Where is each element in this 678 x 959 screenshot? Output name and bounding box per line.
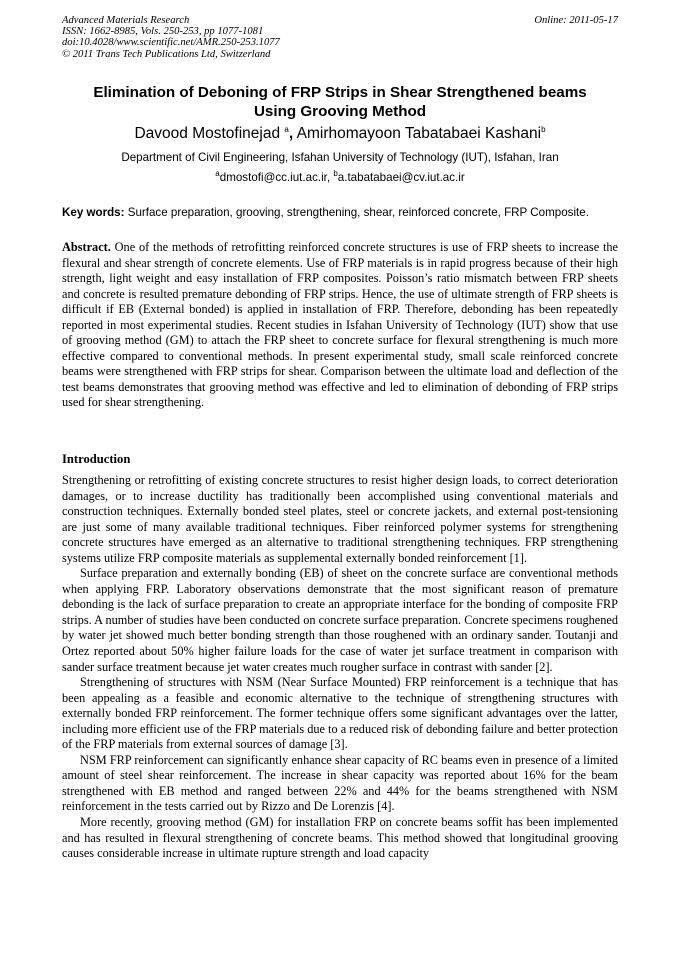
- email-a-mark: a: [215, 169, 220, 179]
- introduction-heading: Introduction: [62, 452, 131, 466]
- online-date: Online: 2011-05-17: [534, 15, 618, 26]
- abstract-text: One of the methods of retrofitting reinforced concrete structures is use of FRP sheets to increase the flexural and shear strength of concrete elements. Use of FRP materials is in rapid progress because of their high strength, light weight and easy installation of FRP composites. Poisson’s ratio mismatch between FRP sheets and concrete is resulted premature debonding of FRP strips. Hence, the use of ultimate strength of FRP sheets is difficult if EB (External bonded) is applied in installation of FRP. Therefore, debonding has been repeatedly reported in most experimental studies. Recent studies in Isfahan University of Technology (IUT) show that use of grooving method (GM) to attach the FRP sheet to concrete surface for flexural strengthening is much more effective compared to conventional methods. In present experimental study, small scale reinforced concrete beams were strengthened with FRP strips for shear. Comparison between the ultimate load and deflection of the test beams demonstrates that grooving method was effective and led to elimination of debonding of FRP strips used for shear strengthening.: [62, 240, 618, 410]
- author-1-affil-mark: a: [284, 124, 289, 134]
- journal-name: Advanced Materials Research: [62, 15, 190, 26]
- paper-title: [62, 83, 618, 121]
- issn-line: ISSN: 1662-8985, Vols. 250-253, pp 1077-1081: [62, 26, 264, 38]
- intro-paragraph: More recently, grooving method (GM) for installation FRP on concrete beams soffit has been implemented and has resulted in flexural strengthening of concrete beams. This method showed that longitudinal grooving causes considerable increase in ultimate rupture strength and load capacity: [62, 815, 618, 861]
- intro-paragraph: Strengthening of structures with NSM (Near Surface Mounted) FRP reinforcement is a technique that has been appealing as a feasible and economic alternative to the technique of strengthening structures with externally bonded FRP reinforcement. The former technique offers some significant advantages over the latter, including more efficient use of the FRP materials due to a reduced risk of debonding failure and better protection of the FRP materials from external sources of damage [3].: [62, 675, 618, 752]
- abstract: [62, 240, 618, 411]
- intro-paragraph: NSM FRP reinforcement can significantly enhance shear capacity of RC beams even in presence of a limited amount of steel shear reinforcement. The increase in shear capacity was reported about 16% for the beam strengthened with EB method and ranged between 22% and 44% for the beams strengthened with NSM reinforcement in the tests carried out by Rizzo and De Lorenzis [4].: [62, 752, 618, 814]
- email-b: a.tabatabaei@cv.iut.ac.ir: [337, 171, 465, 184]
- doi-line: doi:10.4028/www.scientific.net/AMR.250-253.1077: [62, 37, 280, 49]
- title-line-1: Elimination of Deboning of FRP Strips in Shear Strengthened beams: [93, 84, 587, 101]
- affiliation: Department of Civil Engineering, Isfahan University of Technology (IUT), Isfahan, Iran: [121, 151, 559, 164]
- author-2: Amirhomayoon Tabatabaei Kashani: [293, 125, 542, 142]
- email-b-mark: b: [333, 169, 338, 179]
- abstract-label: Abstract.: [62, 240, 111, 254]
- journal-header: [62, 15, 618, 60]
- copyright-line: © 2011 Trans Tech Publications Ltd, Switzerland: [62, 48, 271, 60]
- intro-paragraph: Surface preparation and externally bonding (EB) of sheet on the concrete surface are conventional methods when applying FRP. Laboratory observations demonstrate that the most significant reason of premature debonding is the lack of surface preparation to create an appropriate interface for the bonding of composite FRP strips. A number of studies have been conducted on concrete surface preparation. Concrete specimens roughened by water jet showed much better bonding strength than those roughened with an ordinary sander. Toutanji and Ortez reported about 50% higher failure loads for the case of water jet surface treatment in comparison with sander surface treatment because jet water creates much rougher surface in contrast with sander [2].: [62, 566, 618, 674]
- title-line-2: Using Grooving Method: [253, 103, 427, 120]
- keywords-label: Key words:: [62, 206, 125, 219]
- intro-paragraph: Strengthening or retrofitting of existing concrete structures to resist higher design loads, to correct deterioration damages, or to increase ductility has traditionally been accomplished using conventional materials and construction techniques. Externally bonded steel plates, steel or concrete jackets, and external post-tensioning are just some of many available traditional techniques. Fiber reinforced polymer systems for strengthening concrete structures have emerged as an alternative to traditional strengthening techniques. FRP strengthening systems utilize FRP composite materials as supplemental externally bonded reinforcement [1].: [62, 473, 618, 565]
- email-a: dmostofi@cc.iut.ac.ir,: [219, 171, 334, 184]
- author-list: [62, 124, 618, 144]
- introduction-body: [62, 473, 618, 862]
- author-2-affil-mark: b: [541, 124, 546, 134]
- keywords: [62, 205, 618, 221]
- author-emails: [62, 170, 618, 186]
- author-separator: ,: [288, 125, 294, 142]
- keywords-text: Surface preparation, grooving, strengthening, shear, reinforced concrete, FRP Composite.: [124, 206, 589, 219]
- author-1: Davood Mostofinejad: [134, 125, 281, 142]
